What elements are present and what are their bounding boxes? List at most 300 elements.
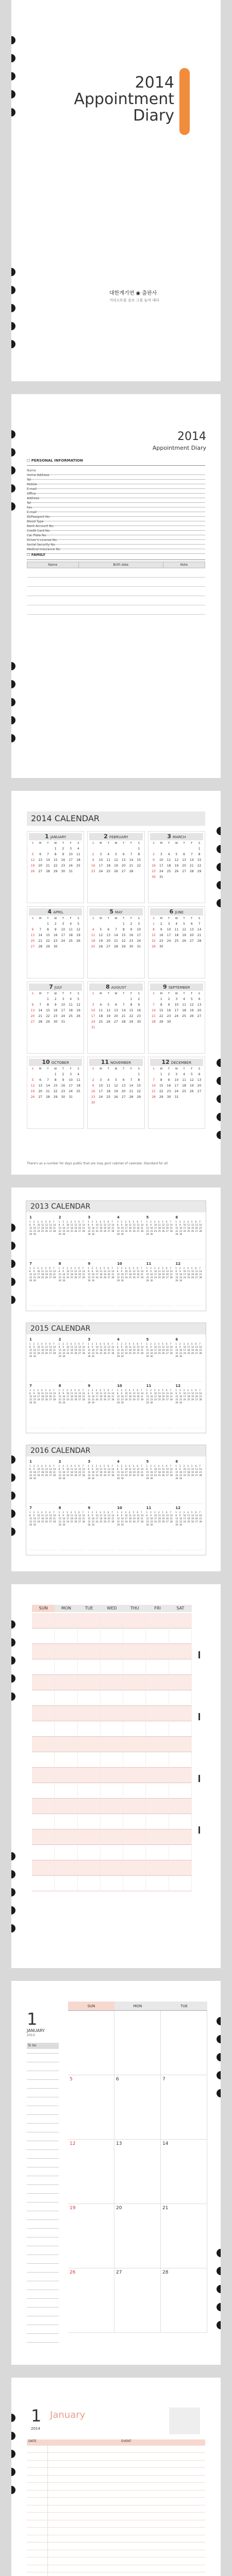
personal-field-line[interactable]: Mobile	[27, 483, 205, 489]
mini-day: 21	[53, 1471, 56, 1473]
mini-day: 1	[175, 1511, 177, 1514]
day-cell[interactable]: 28	[161, 2268, 207, 2333]
mini-day: 10	[66, 1224, 70, 1226]
personal-field-line[interactable]: E-mail	[27, 511, 205, 517]
month-cell[interactable]	[32, 1706, 55, 1721]
todo-line[interactable]	[27, 2228, 59, 2229]
todo-line[interactable]	[27, 2263, 59, 2264]
day-cell[interactable]: 20	[114, 2204, 161, 2268]
month-cell[interactable]	[123, 1768, 146, 1783]
personal-field-line[interactable]: Fax	[27, 506, 205, 512]
month-cell[interactable]	[78, 1675, 101, 1690]
month-cell[interactable]	[169, 1644, 192, 1659]
month-cell[interactable]	[32, 1860, 55, 1876]
personal-field-line[interactable]: Social Security No.	[27, 543, 205, 549]
day-cell[interactable]: 19	[68, 2204, 114, 2268]
day-cell[interactable]: 5	[68, 2075, 114, 2140]
mini-day: 22	[58, 1352, 61, 1354]
day-cell[interactable]: 21	[161, 2204, 207, 2268]
daily-line[interactable]	[27, 2467, 205, 2468]
mini-day: 11	[187, 1224, 190, 1226]
month-cell[interactable]	[101, 1829, 123, 1845]
month-cell[interactable]	[78, 1629, 101, 1644]
month-cell[interactable]	[169, 1706, 192, 1721]
weekday-label: S	[153, 842, 155, 845]
month-cell[interactable]	[32, 1629, 55, 1644]
todo-line[interactable]	[27, 2272, 59, 2273]
table-row[interactable]	[27, 568, 205, 578]
month-cell[interactable]	[123, 1799, 146, 1814]
day-number: 5	[115, 853, 117, 856]
month-cell[interactable]	[146, 1675, 169, 1690]
mini-day: 30	[179, 1477, 183, 1480]
month-cell[interactable]	[55, 1752, 77, 1768]
binder-hole	[217, 1077, 221, 1085]
todo-line[interactable]	[27, 2219, 59, 2220]
month-cell[interactable]	[123, 1752, 146, 1768]
month-cell[interactable]	[123, 1629, 146, 1644]
month-cell[interactable]	[169, 1629, 192, 1644]
month-cell[interactable]	[146, 1829, 169, 1845]
month-cell[interactable]	[55, 1799, 77, 1814]
weekday-label: M	[100, 992, 102, 995]
todo-line[interactable]	[27, 2088, 59, 2089]
month-cell[interactable]	[123, 1706, 146, 1721]
month-cell[interactable]	[146, 1721, 169, 1737]
mini-day: 30	[62, 1401, 65, 1404]
day-cell[interactable]: 13	[114, 2140, 161, 2204]
mini-day: 10	[66, 1392, 70, 1395]
month-cell[interactable]	[123, 1644, 146, 1659]
month-cell[interactable]	[123, 1814, 146, 1829]
mini-day: 14	[111, 1270, 114, 1273]
month-cell[interactable]	[169, 1768, 192, 1783]
mini-day: 8	[146, 1392, 148, 1395]
month-cell[interactable]	[169, 1737, 192, 1752]
mini-day: 1	[29, 1221, 31, 1223]
mini-day: 4	[187, 1389, 189, 1392]
month-cell[interactable]	[78, 1799, 101, 1814]
month-cell[interactable]	[32, 1644, 55, 1659]
month-cell[interactable]	[78, 1876, 101, 1891]
todo-line[interactable]	[27, 2237, 59, 2238]
month-cell[interactable]	[32, 1845, 55, 1860]
mini-day: 14	[111, 1468, 114, 1470]
month-cell[interactable]	[123, 1829, 146, 1845]
mini-day: 10	[95, 1468, 98, 1470]
day-number: 20	[197, 1084, 202, 1088]
cover-page	[11, 0, 221, 381]
weekday-label: S	[31, 1067, 34, 1071]
todo-label: To Do	[27, 2043, 59, 2049]
table-row[interactable]	[27, 578, 205, 587]
day-number: 17	[61, 1009, 65, 1012]
todo-line[interactable]	[27, 2298, 59, 2299]
mini-month-number: 10	[117, 1506, 122, 1510]
mini-day: 17	[154, 1517, 157, 1520]
month-cell[interactable]	[55, 1721, 77, 1737]
month-cell[interactable]	[169, 1675, 192, 1690]
month-cell[interactable]	[78, 1752, 101, 1768]
month-cell[interactable]	[32, 1876, 55, 1891]
index-tab	[198, 1775, 200, 1782]
mini-day: 23	[62, 1230, 65, 1232]
month-cell[interactable]	[32, 1783, 55, 1799]
personal-field-line[interactable]: Name	[27, 469, 205, 475]
month-cell[interactable]	[146, 1845, 169, 1860]
mini-day: 26	[162, 1398, 165, 1401]
month-cell[interactable]	[78, 1644, 101, 1659]
mini-day: 19	[132, 1273, 136, 1276]
mini-day: 15	[175, 1395, 178, 1398]
personal-field-line[interactable]: Blood Type	[27, 520, 205, 526]
daily-line[interactable]	[27, 2475, 205, 2476]
mini-day: 13	[78, 1346, 81, 1348]
month-cell[interactable]	[55, 1845, 77, 1860]
weekday-label: M	[160, 917, 162, 920]
mini-day: 4	[187, 1221, 189, 1223]
month-cell[interactable]	[123, 1613, 146, 1629]
month-cell[interactable]	[123, 1845, 146, 1860]
month-cell[interactable]	[101, 1721, 123, 1737]
month-cell[interactable]	[32, 1768, 55, 1783]
month-box	[87, 1057, 144, 1129]
day-number: 23	[129, 939, 134, 943]
month-cell[interactable]	[123, 1783, 146, 1799]
mini-day: 8	[117, 1514, 119, 1517]
day-number: 3	[62, 997, 64, 1001]
month-cell[interactable]	[123, 1675, 146, 1690]
mini-day: 8	[88, 1392, 89, 1395]
month-cell[interactable]	[169, 1721, 192, 1737]
month-cell[interactable]	[123, 1876, 146, 1891]
month-cell[interactable]	[55, 1644, 77, 1659]
mini-day: 1	[58, 1221, 60, 1223]
month-cell[interactable]	[169, 1876, 192, 1891]
month-cell[interactable]	[101, 1675, 123, 1690]
month-cell[interactable]	[101, 1613, 123, 1629]
mini-day: 27	[195, 1276, 198, 1279]
month-cell[interactable]	[101, 1783, 123, 1799]
todo-line[interactable]	[27, 2333, 59, 2334]
personal-field-line[interactable]: Credit Card No.	[27, 529, 205, 535]
todo-line[interactable]	[27, 2184, 59, 2185]
month-cell[interactable]	[101, 1629, 123, 1644]
personal-field-line[interactable]: Bank Account No.	[27, 524, 205, 531]
mini-day: 17	[154, 1227, 157, 1229]
month-cell[interactable]	[146, 1814, 169, 1829]
month-cell[interactable]	[146, 1659, 169, 1675]
table-row[interactable]	[27, 596, 205, 605]
day-cell[interactable]: 12	[68, 2140, 114, 2204]
month-cell[interactable]	[78, 1814, 101, 1829]
month-cell[interactable]	[32, 1690, 55, 1706]
month-cell[interactable]	[146, 1799, 169, 1814]
mini-day: 7	[53, 1267, 55, 1269]
mini-day: 16	[179, 1395, 183, 1398]
mini-day: 11	[70, 1514, 73, 1517]
mini-day: 12	[191, 1346, 194, 1348]
todo-line[interactable]	[27, 2158, 59, 2159]
day-cell[interactable]: 7	[161, 2075, 207, 2140]
weekday-label: W	[114, 992, 118, 995]
daily-line[interactable]	[27, 2512, 205, 2513]
mini-day: 19	[74, 1349, 77, 1351]
personal-field-line[interactable]: E-mail	[27, 487, 205, 494]
weekday-label: T	[107, 917, 109, 920]
day-cell[interactable]: 14	[161, 2140, 207, 2204]
daily-line[interactable]	[27, 2452, 205, 2453]
mini-day: 19	[103, 1227, 107, 1229]
day-number: 16	[91, 1090, 95, 1093]
month-cell[interactable]	[55, 1613, 77, 1629]
mini-day: 4	[128, 1343, 130, 1345]
personal-field-line[interactable]: Home Address	[27, 473, 205, 480]
month-cell[interactable]	[146, 1768, 169, 1783]
day-cell[interactable]	[114, 2011, 161, 2075]
mini-day: 27	[78, 1398, 81, 1401]
month-cell[interactable]	[146, 1629, 169, 1644]
month-number: 1	[45, 833, 49, 840]
day-cell[interactable]	[68, 2011, 114, 2075]
month-cell[interactable]	[55, 1706, 77, 1721]
month-cell[interactable]	[123, 1721, 146, 1737]
personal-field-line[interactable]: Car Plate No.	[27, 534, 205, 540]
daily-line[interactable]	[27, 2460, 205, 2461]
month-cell[interactable]	[169, 1845, 192, 1860]
month-cell[interactable]	[32, 1659, 55, 1675]
table-row[interactable]	[27, 587, 205, 596]
day-number: 31	[61, 1020, 65, 1024]
day-number: 9	[130, 928, 132, 931]
month-cell[interactable]	[101, 1752, 123, 1768]
day-cell[interactable]: 26	[68, 2268, 114, 2333]
mini-day: 15	[146, 1273, 149, 1276]
month-cell[interactable]	[146, 1876, 169, 1891]
mini-day: 3	[66, 1389, 68, 1392]
planner-grid	[68, 2002, 207, 2333]
todo-line[interactable]	[27, 2053, 59, 2054]
month-cell[interactable]	[146, 1706, 169, 1721]
mini-day: 14	[170, 1346, 173, 1348]
month-cell[interactable]	[169, 1860, 192, 1876]
todo-line[interactable]	[27, 2079, 59, 2080]
month-cell[interactable]	[32, 1737, 55, 1752]
mini-day: 14	[140, 1270, 144, 1273]
month-cell[interactable]	[146, 1860, 169, 1876]
month-cell[interactable]	[101, 1860, 123, 1876]
table-row[interactable]	[27, 605, 205, 615]
month-cell[interactable]	[169, 1659, 192, 1675]
month-box	[87, 831, 144, 903]
month-cell[interactable]	[123, 1659, 146, 1675]
mini-day: 1	[88, 1221, 89, 1223]
day-cell[interactable]: 27	[114, 2268, 161, 2333]
mini-day: 22	[88, 1276, 91, 1279]
month-cell[interactable]	[32, 1613, 55, 1629]
mini-day: 21	[140, 1349, 144, 1351]
month-cell[interactable]	[55, 1737, 77, 1752]
day-cell[interactable]: 6	[114, 2075, 161, 2140]
month-cell[interactable]	[78, 1721, 101, 1737]
month-cell[interactable]	[55, 1829, 77, 1845]
month-cell[interactable]	[146, 1783, 169, 1799]
mini-day: 3	[154, 1389, 156, 1392]
mini-day: 21	[199, 1349, 202, 1351]
mini-month	[29, 1384, 57, 1428]
daily-line[interactable]	[27, 2527, 205, 2528]
month-cell[interactable]	[146, 1752, 169, 1768]
mini-day: 9	[62, 1270, 64, 1273]
day-number: 25	[98, 1020, 103, 1024]
mini-day: 25	[70, 1230, 73, 1232]
day-number: 13	[30, 934, 35, 937]
day-number: 5	[31, 1078, 34, 1082]
month-cell[interactable]	[169, 1783, 192, 1799]
mini-day: 27	[165, 1520, 169, 1523]
month-cell[interactable]	[78, 1613, 101, 1629]
personal-field-line[interactable]: Driver's License No.	[27, 538, 205, 545]
daily-line[interactable]	[27, 2497, 205, 2498]
mini-day: 8	[117, 1468, 119, 1470]
day-number: 2	[54, 922, 57, 926]
mini-day: 3	[66, 1465, 68, 1467]
month-cell[interactable]	[32, 1752, 55, 1768]
binder-hole	[11, 1260, 15, 1268]
mini-day: 14	[140, 1514, 144, 1517]
month-cell[interactable]	[78, 1690, 101, 1706]
month-cell[interactable]	[146, 1644, 169, 1659]
mini-day: 30	[179, 1233, 183, 1235]
month-number: 5	[109, 908, 114, 915]
month-cell[interactable]	[101, 1799, 123, 1814]
month-cell[interactable]	[169, 1814, 192, 1829]
mini-day: 12	[45, 1346, 48, 1348]
todo-line[interactable]	[27, 2307, 59, 2308]
mini-day: 11	[187, 1468, 190, 1470]
mini-day: 21	[111, 1349, 114, 1351]
mini-month	[88, 1215, 115, 1260]
daily-line[interactable]	[27, 2542, 205, 2543]
month-cell[interactable]	[78, 1737, 101, 1752]
mini-day: 5	[103, 1465, 105, 1467]
mini-month-number: 3	[88, 1337, 91, 1342]
month-cell[interactable]	[169, 1829, 192, 1845]
month-cell[interactable]	[146, 1737, 169, 1752]
month-cell[interactable]	[123, 1860, 146, 1876]
month-cell[interactable]	[55, 1768, 77, 1783]
mini-day: 1	[175, 1465, 177, 1467]
month-cell[interactable]	[101, 1737, 123, 1752]
month-cell[interactable]	[101, 1814, 123, 1829]
month-cell[interactable]	[55, 1814, 77, 1829]
month-cell[interactable]	[55, 1675, 77, 1690]
month-number: 8	[106, 984, 110, 990]
month-cell[interactable]	[146, 1690, 169, 1706]
index-tab	[198, 1713, 200, 1720]
todo-line[interactable]	[27, 2342, 59, 2343]
month-cell[interactable]	[55, 1783, 77, 1799]
month-cell[interactable]	[32, 1799, 55, 1814]
month-cell[interactable]	[123, 1690, 146, 1706]
month-cell[interactable]	[101, 1659, 123, 1675]
mini-day: 30	[121, 1477, 124, 1480]
todo-line[interactable]	[27, 2123, 59, 2124]
mini-month	[146, 1460, 174, 1504]
month-planner-page	[11, 1981, 221, 2365]
day-number: 15	[53, 1084, 58, 1088]
month-cell[interactable]	[32, 1721, 55, 1737]
month-cell[interactable]	[101, 1845, 123, 1860]
month-cell[interactable]	[146, 1613, 169, 1629]
personal-field-line[interactable]: ID/Passport No.	[27, 515, 205, 521]
mini-day: 16	[33, 1227, 36, 1229]
month-cell[interactable]	[55, 1659, 77, 1675]
month-cell[interactable]	[78, 1829, 101, 1845]
month-cell[interactable]	[55, 1876, 77, 1891]
month-cell[interactable]	[78, 1659, 101, 1675]
binder-hole	[217, 2249, 221, 2257]
day-number: 22	[197, 864, 202, 868]
mini-day: 24	[125, 1276, 128, 1279]
month-cell[interactable]	[55, 1629, 77, 1644]
month-cell[interactable]	[32, 1829, 55, 1845]
mini-day: 5	[45, 1465, 47, 1467]
month-cell[interactable]	[169, 1752, 192, 1768]
todo-line[interactable]	[27, 2114, 59, 2115]
daily-line[interactable]	[27, 2482, 205, 2483]
mini-day: 6	[165, 1465, 168, 1467]
month-cell[interactable]	[169, 1799, 192, 1814]
personal-field-line[interactable]: Office	[27, 492, 205, 498]
month-cell[interactable]	[78, 1845, 101, 1860]
mini-days	[59, 1511, 86, 1526]
mini-day: 13	[49, 1392, 52, 1395]
mini-month	[117, 1460, 144, 1504]
month-cell[interactable]	[78, 1768, 101, 1783]
todo-line[interactable]	[27, 2193, 59, 2194]
month-cell[interactable]	[55, 1690, 77, 1706]
month-cell[interactable]	[32, 1675, 55, 1690]
mini-day: 18	[187, 1395, 190, 1398]
month-cell[interactable]	[78, 1706, 101, 1721]
personal-field-line[interactable]: Tel	[27, 478, 205, 484]
month-cell[interactable]	[78, 1860, 101, 1876]
mini-day: 5	[162, 1267, 163, 1269]
binder-hole	[11, 1674, 15, 1683]
mini-day: 23	[121, 1398, 124, 1401]
month-cell[interactable]	[55, 1860, 77, 1876]
todo-line[interactable]	[27, 2149, 59, 2150]
day-cell[interactable]	[161, 2011, 207, 2075]
month-cell[interactable]	[169, 1690, 192, 1706]
personal-field-line[interactable]: Medical Insurance No.	[27, 548, 205, 554]
personal-field-line[interactable]: Tel	[27, 501, 205, 507]
month-cell[interactable]	[78, 1783, 101, 1799]
month-cell[interactable]	[101, 1690, 123, 1706]
day-number: 5	[190, 1073, 193, 1076]
daily-month: January	[50, 2410, 86, 2420]
month-cell[interactable]	[101, 1876, 123, 1891]
month-cell[interactable]	[101, 1706, 123, 1721]
month-cell[interactable]	[32, 1814, 55, 1829]
month-cell[interactable]	[101, 1644, 123, 1659]
personal-field-line[interactable]: Address	[27, 497, 205, 503]
month-cell[interactable]	[123, 1737, 146, 1752]
month-cell[interactable]	[169, 1613, 192, 1629]
month-cell[interactable]	[101, 1768, 123, 1783]
mini-day: 11	[70, 1468, 73, 1470]
